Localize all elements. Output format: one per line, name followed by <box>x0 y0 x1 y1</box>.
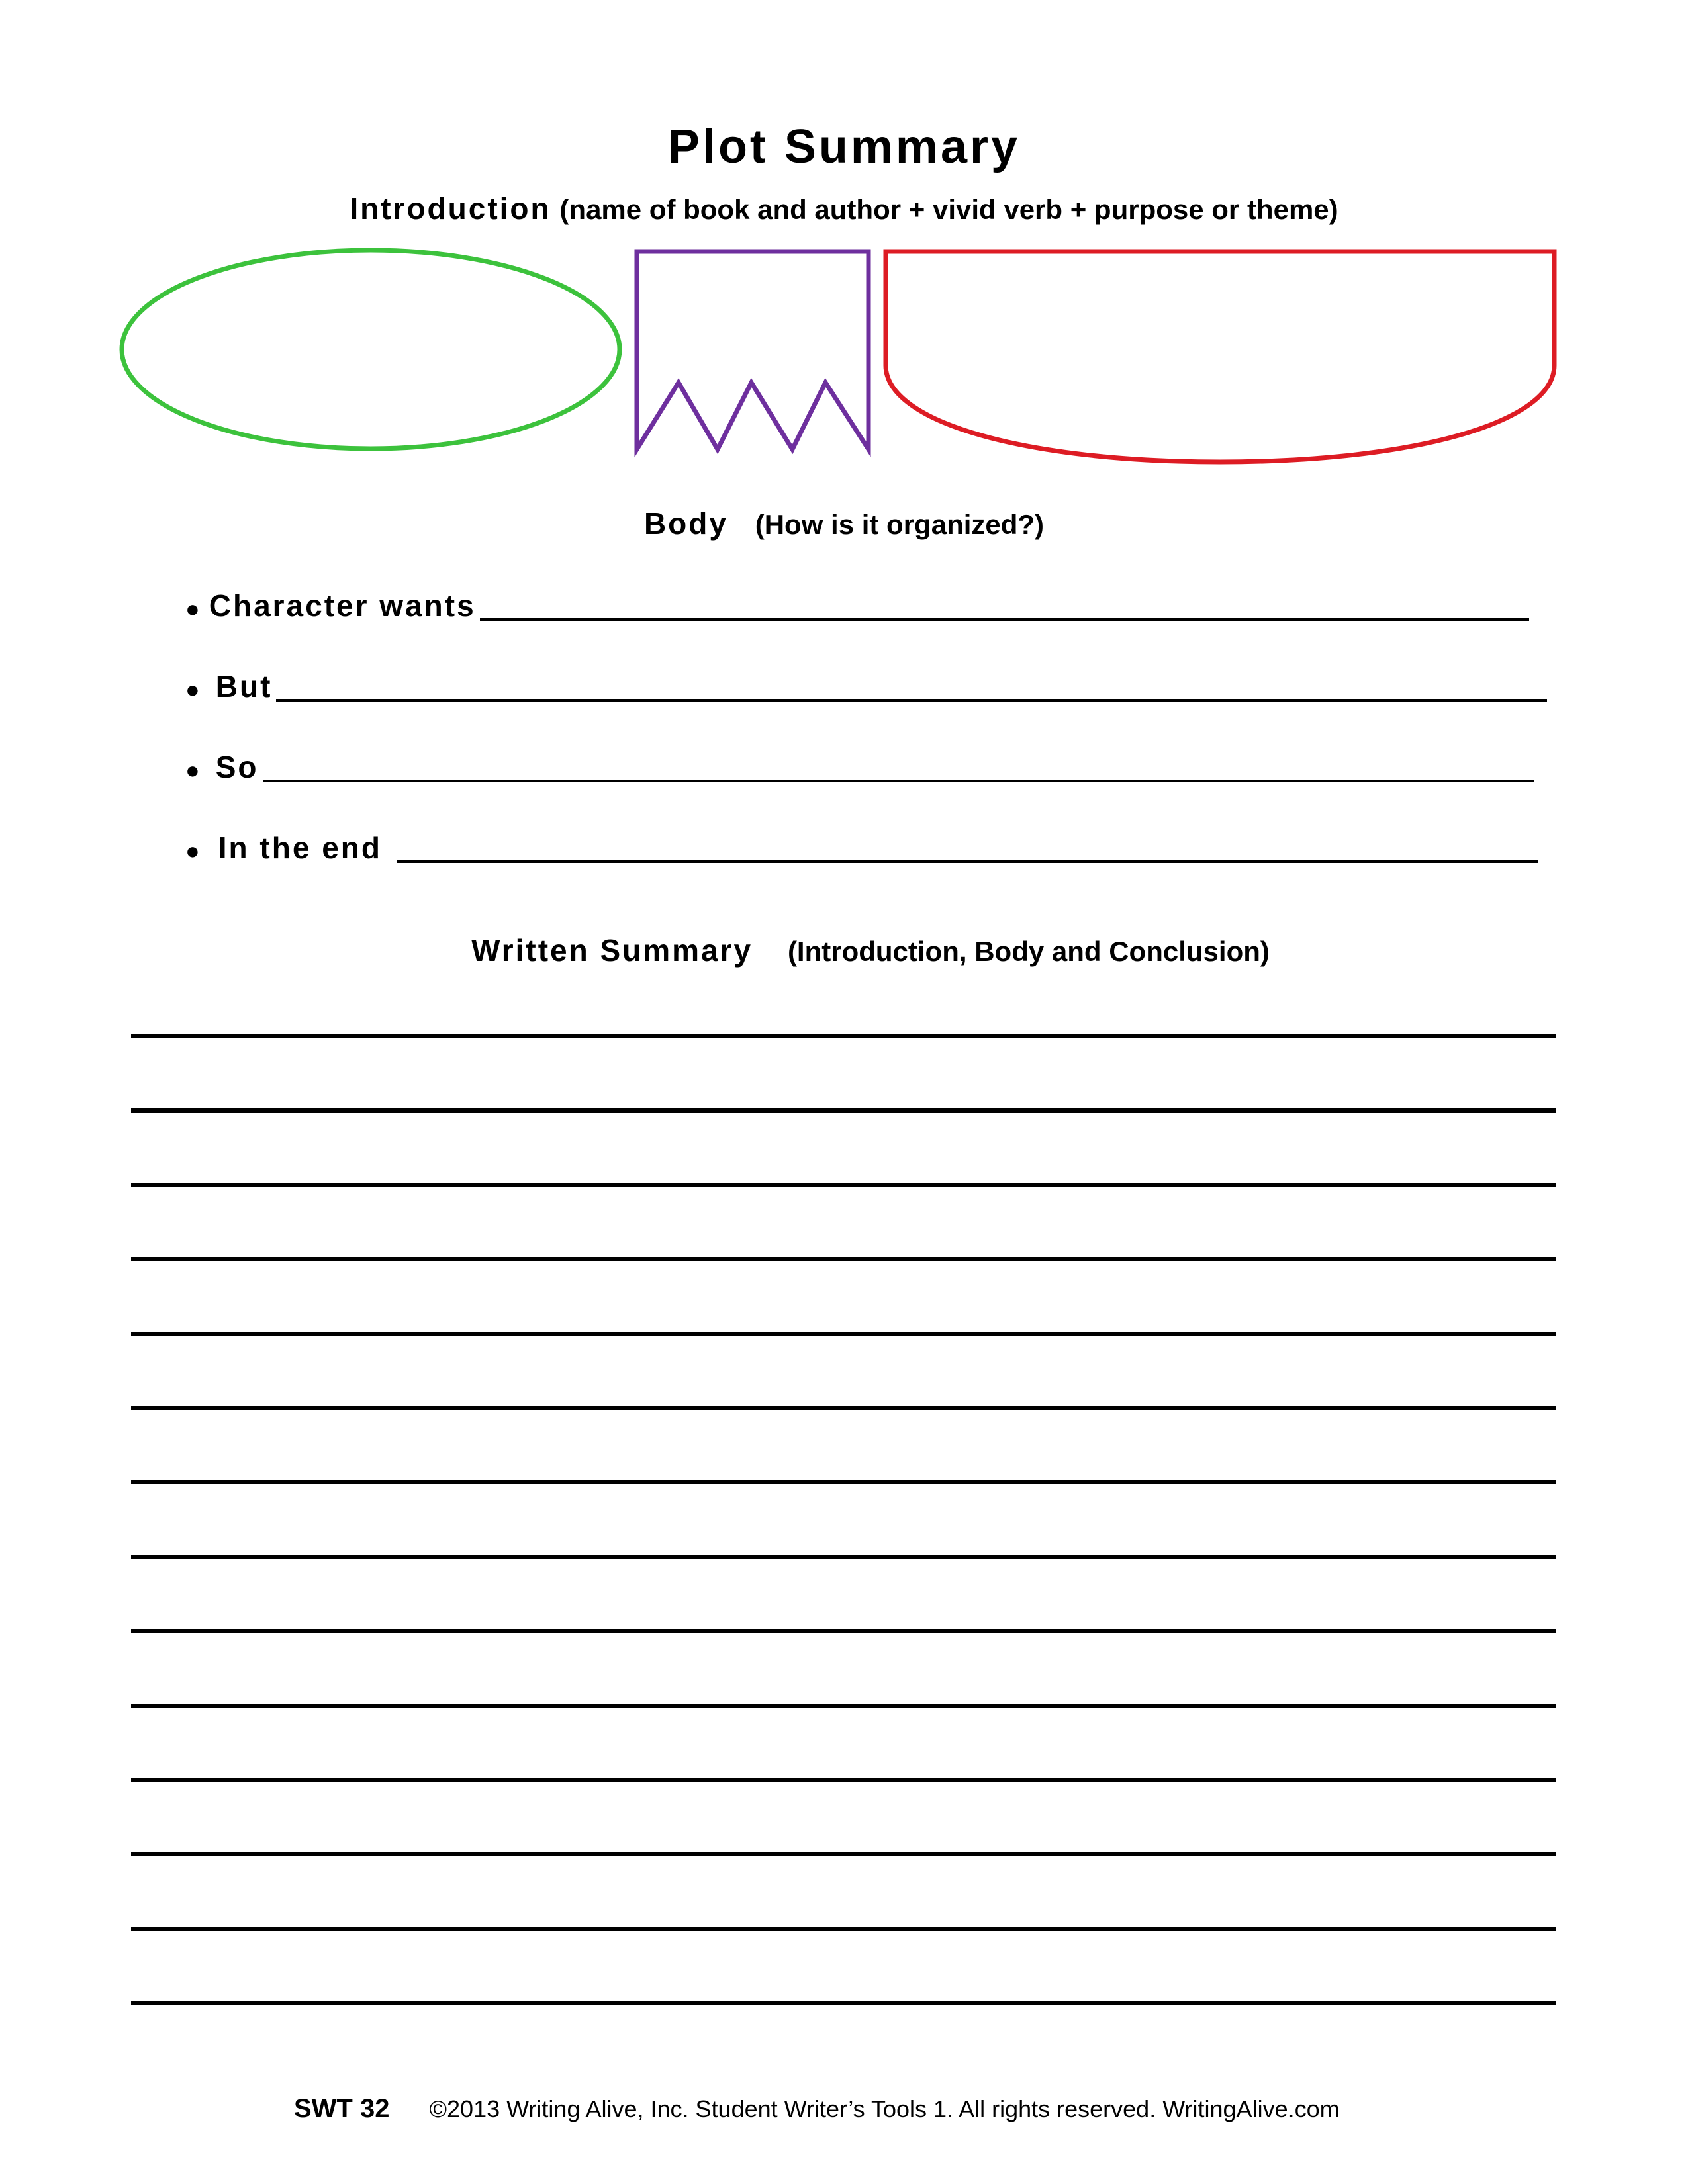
bullet-icon: ● <box>185 595 200 622</box>
writing-line[interactable] <box>131 1555 1556 1559</box>
written-summary-label: Written Summary <box>471 933 753 968</box>
writing-line[interactable] <box>131 1108 1556 1113</box>
writing-line[interactable] <box>131 1927 1556 1931</box>
answer-line-character-wants[interactable] <box>480 589 1529 621</box>
writing-line[interactable] <box>131 1480 1556 1484</box>
prompt-but <box>185 670 1547 702</box>
writing-line[interactable] <box>131 1034 1556 1038</box>
introduction-hint: (name of book and author + vivid verb + purpose or theme) <box>559 194 1338 225</box>
body-hint: (How is it organized?) <box>755 509 1045 540</box>
written-summary-heading <box>0 935 1688 966</box>
answer-line-so[interactable] <box>263 751 1534 782</box>
body-label: Body <box>643 506 728 541</box>
writing-line[interactable] <box>131 2001 1556 2005</box>
writing-line[interactable] <box>131 1332 1556 1336</box>
answer-line-but[interactable] <box>276 670 1547 702</box>
introduction-bowl-shape <box>886 251 1554 462</box>
bullet-icon: ● <box>185 676 200 703</box>
writing-line[interactable] <box>131 1257 1556 1261</box>
page-title: Plot Summary <box>667 120 1021 173</box>
prompt-label: But <box>215 669 273 704</box>
footer-code: SWT 32 <box>294 2094 390 2123</box>
prompt-character-wants <box>185 589 1529 621</box>
body-heading <box>0 508 1688 539</box>
introduction-crown-shape <box>637 251 868 449</box>
written-summary-hint: (Introduction, Body and Conclusion) <box>787 936 1270 967</box>
writing-line[interactable] <box>131 1704 1556 1708</box>
page-footer <box>294 2095 1340 2122</box>
prompt-label: So <box>215 750 259 784</box>
bullet-icon: ● <box>185 837 200 864</box>
introduction-shapes <box>0 0 1688 503</box>
footer-copyright: ©2013 Writing Alive, Inc. Student Writer’s Tools 1. All rights reserved. WritingAlive.com <box>429 2095 1340 2122</box>
introduction-ellipse-shape <box>122 250 620 449</box>
prompt-in-the-end <box>185 831 1538 863</box>
prompt-label: Character wants <box>209 588 476 623</box>
prompt-so <box>185 751 1534 782</box>
writing-line[interactable] <box>131 1629 1556 1633</box>
writing-line[interactable] <box>131 1778 1556 1782</box>
writing-line[interactable] <box>131 1406 1556 1410</box>
bullet-icon: ● <box>185 756 200 784</box>
writing-line[interactable] <box>131 1183 1556 1187</box>
introduction-label: Introduction <box>350 191 551 226</box>
writing-line[interactable] <box>131 1852 1556 1856</box>
answer-line-in-the-end[interactable] <box>397 831 1538 863</box>
prompt-label: In the end <box>218 831 382 865</box>
